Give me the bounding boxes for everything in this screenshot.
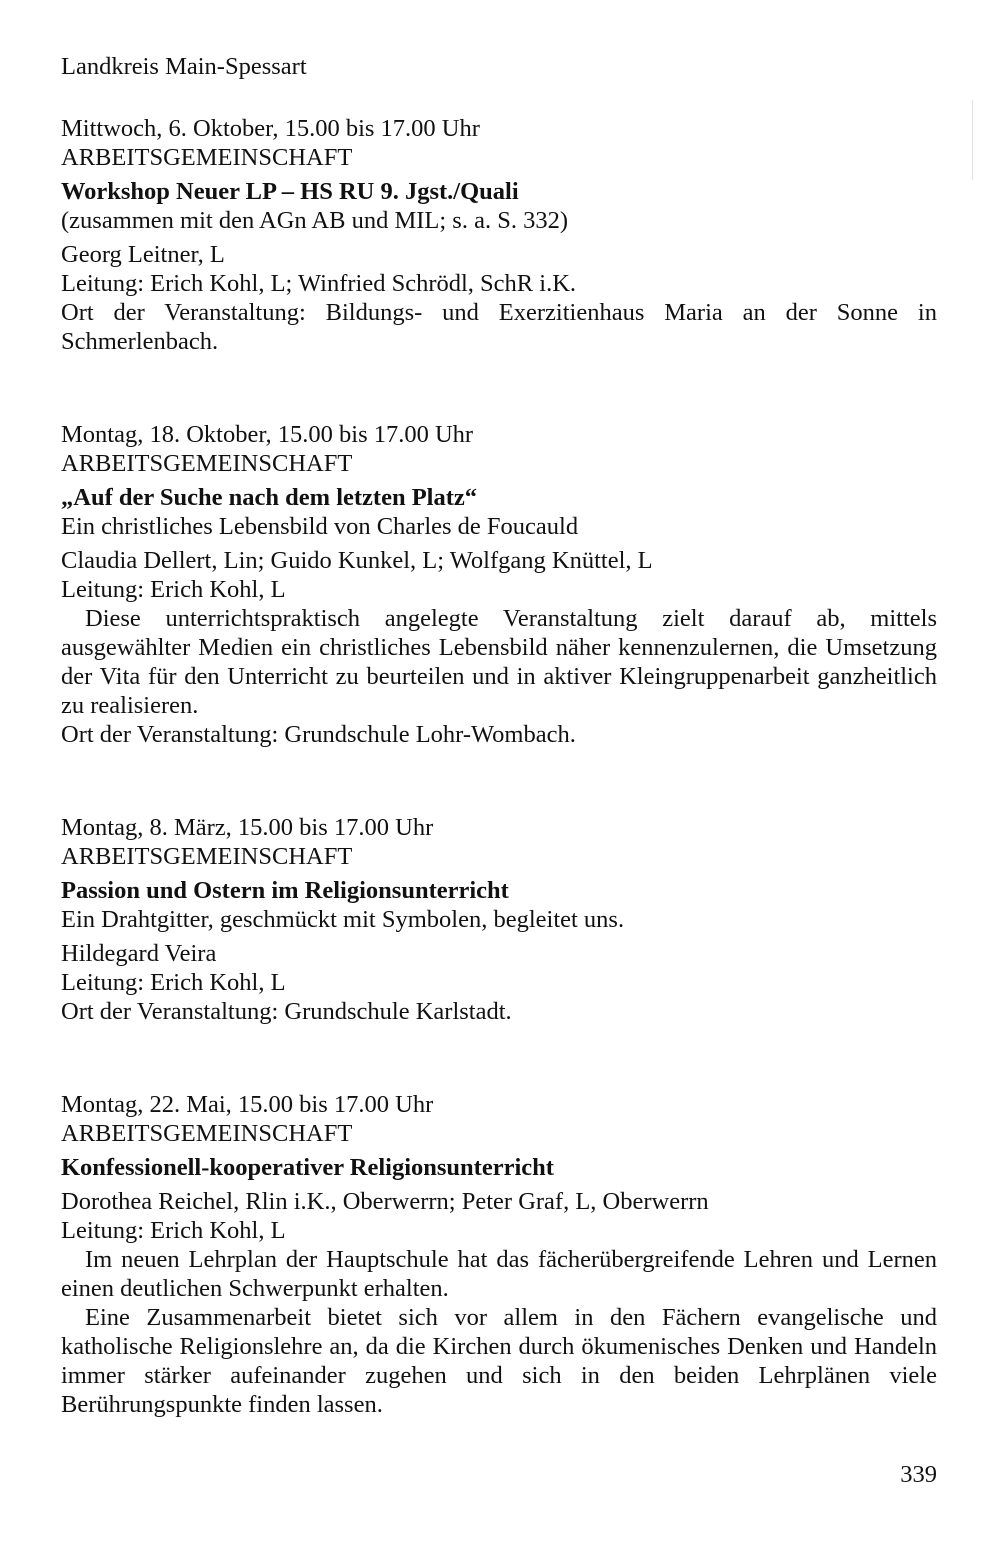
event-type: ARBEITSGEMEINSCHAFT [61,144,353,171]
page-number: 339 [900,1461,937,1488]
event-speakers: Georg Leitner, L [61,241,225,268]
event-3 [61,813,937,1026]
event-title: Workshop Neuer LP – HS RU 9. Jgst./Quali [61,178,519,205]
event-location: Ort der Veranstaltung: Bildungs- und Exerzitienhaus Maria an der Sonne in Schmerlenbach. [61,299,937,355]
event-4 [61,1090,937,1419]
document-page [61,52,937,1483]
event-description: Diese unterrichtspraktisch angelegte Veranstaltung zielt darauf ab, mittels ausgewählter Medien ein christliches Lebensbild näher kennenzulernen, die Umsetzung der Vita für den Unterricht zu beurteilen und in aktiver Kleingruppenarbeit ganzheitlich zu realisieren. [61,605,937,719]
event-type: ARBEITSGEMEINSCHAFT [61,450,353,477]
region-heading: Landkreis Main-Spessart [61,53,307,80]
event-leitung: Leitung: Erich Kohl, L [61,576,286,603]
margin-rule [972,100,973,180]
event-location: Ort der Veranstaltung: Grundschule Lohr-Wombach. [61,721,576,748]
event-location: Ort der Veranstaltung: Grundschule Karlstadt. [61,998,512,1025]
event-type: ARBEITSGEMEINSCHAFT [61,843,353,870]
event-leitung: Leitung: Erich Kohl, L [61,969,286,996]
event-title: „Auf der Suche nach dem letzten Platz“ [61,484,477,511]
event-title: Passion und Ostern im Religionsunterricht [61,877,509,904]
event-date: Montag, 22. Mai, 15.00 bis 17.00 Uhr [61,1091,434,1118]
event-paragraph: Eine Zusammenarbeit bietet sich vor allem in den Fächern evangelische und katholische Religionslehre an, da die Kirchen durch ökumenisches Denken und Handeln immer stärker aufeinander zugehen und sich in den beiden Lehrplänen viele Berührungspunkte finden lassen. [61,1304,937,1418]
event-speakers: Claudia Dellert, Lin; Guido Kunkel, L; Wolfgang Knüttel, L [61,547,653,574]
event-title: Konfessionell-kooperativer Religionsunterricht [61,1154,554,1181]
event-leitung: Leitung: Erich Kohl, L [61,1217,286,1244]
event-date: Mittwoch, 6. Oktober, 15.00 bis 17.00 Uhr [61,115,480,142]
event-2 [61,420,937,749]
event-date: Montag, 18. Oktober, 15.00 bis 17.00 Uhr [61,421,474,448]
event-subtitle: Ein Drahtgitter, geschmückt mit Symbolen, begleitet uns. [61,906,625,933]
event-subtitle: (zusammen mit den AGn AB und MIL; s. a. S. 332) [61,207,568,234]
event-speakers: Dorothea Reichel, Rlin i.K., Oberwerrn; Peter Graf, L, Oberwerrn [61,1188,709,1215]
event-date: Montag, 8. März, 15.00 bis 17.00 Uhr [61,814,434,841]
event-speakers: Hildegard Veira [61,940,217,967]
event-subtitle: Ein christliches Lebensbild von Charles de Foucauld [61,513,579,540]
event-leitung: Leitung: Erich Kohl, L; Winfried Schrödl, SchR i.K. [61,270,577,297]
event-type: ARBEITSGEMEINSCHAFT [61,1120,353,1147]
event-paragraph: Im neuen Lehrplan der Hauptschule hat das fächerübergreifende Lehren und Lernen einen deutlichen Schwerpunkt erhalten. [61,1246,937,1302]
event-1 [61,114,937,356]
